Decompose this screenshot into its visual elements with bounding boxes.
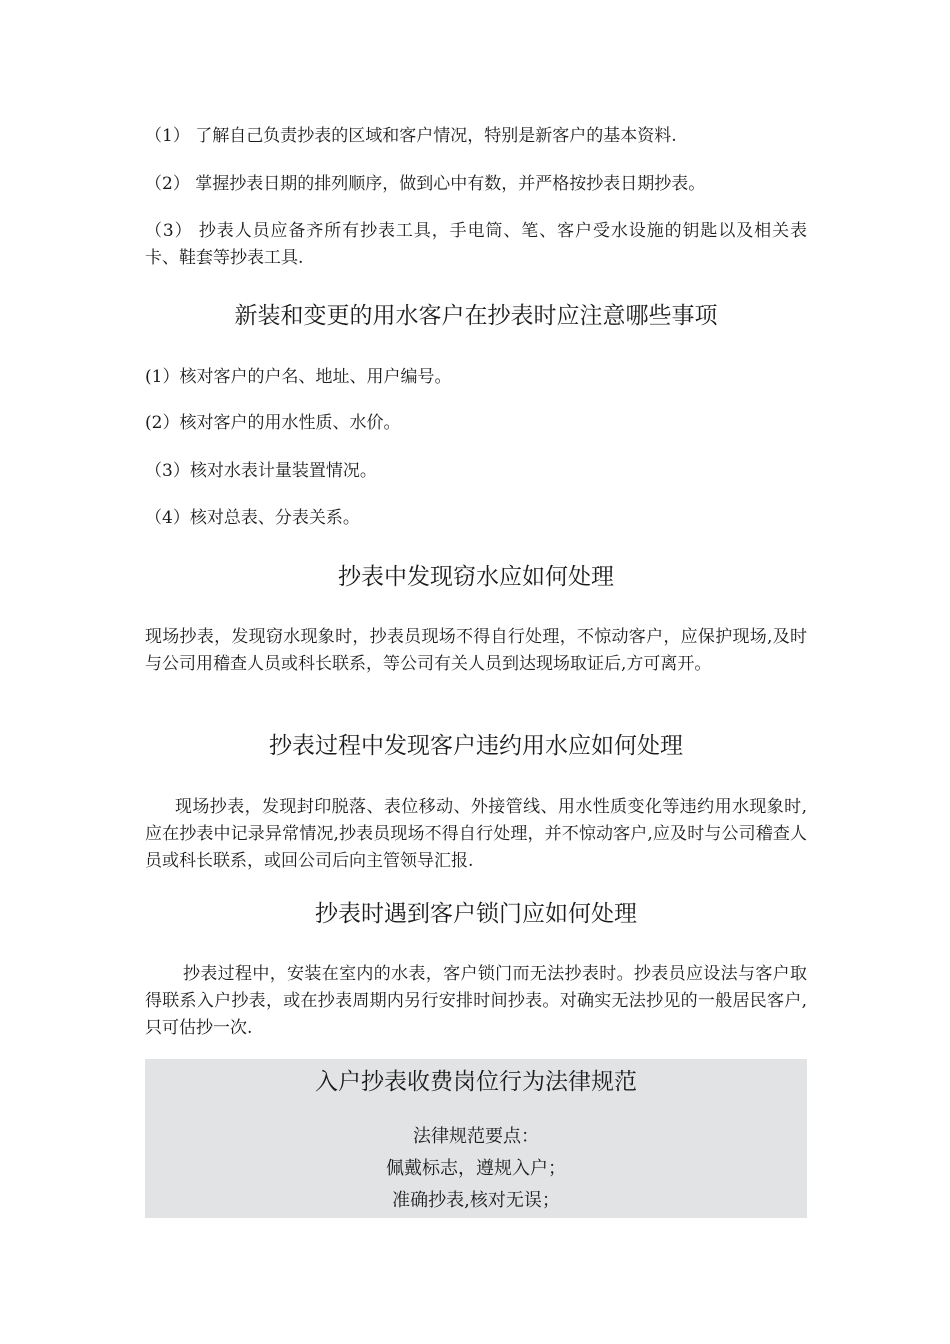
prep-item-2: （2） 掌握抄表日期的排列顺序，做到心中有数，并严格按抄表日期抄表。 (145, 174, 706, 194)
section-theft-title: 抄表中发现窃水应如何处理 (338, 564, 614, 590)
section-new-title: 新装和变更的用水客户在抄表时应注意哪些事项 (234, 303, 718, 329)
section-new-item-3: （3）核对水表计量装置情况。 (145, 461, 377, 481)
law-line-3: 准确抄表,核对无误； (392, 1190, 560, 1211)
law-line-1: 法律规范要点： (413, 1126, 539, 1147)
prep-item-3: （3） 抄表人员应备齐所有抄表工具，手电筒、笔、客户受水设施的钥匙以及相关表卡、鞋套等抄表工具. (145, 221, 807, 268)
section-new-item-2: (2）核对客户的用水性质、水价。 (145, 413, 401, 433)
section-violation-body: 现场抄表，发现封印脱落、表位移动、外接管线、用水性质变化等违约用水现象时,应在抄表中记录异常情况,抄表员现场不得自行处理，并不惊动客户,应及时与公司稽查人员或科长联系，或回公司后向主管领导汇报. (145, 797, 807, 871)
section-locked-body: 抄表过程中，安装在室内的水表，客户锁门而无法抄表时。抄表员应设法与客户取得联系入户抄表，或在抄表周期内另行安排时间抄表。对确实无法抄见的一般居民客户,只可估抄一次. (145, 964, 807, 1038)
section-law-title: 入户抄表收费岗位行为法律规范 (315, 1069, 637, 1095)
law-summary-box (145, 1059, 807, 1218)
section-violation-title: 抄表过程中发现客户违约用水应如何处理 (269, 733, 683, 759)
section-theft-body: 现场抄表，发现窃水现象时，抄表员现场不得自行处理，不惊动客户，应保护现场,及时与公司用稽查人员或科长联系，等公司有关人员到达现场取证后,方可离开。 (145, 627, 807, 674)
prep-item-1: （1） 了解自己负责抄表的区域和客户情况，特别是新客户的基本资料. (145, 126, 677, 146)
law-line-2: 佩戴标志，遵规入户； (386, 1158, 566, 1179)
section-new-item-1: (1）核对客户的户名、地址、用户编号。 (145, 367, 452, 387)
section-new-item-4: （4）核对总表、分表关系。 (145, 508, 360, 528)
section-locked-title: 抄表时遇到客户锁门应如何处理 (315, 901, 637, 927)
